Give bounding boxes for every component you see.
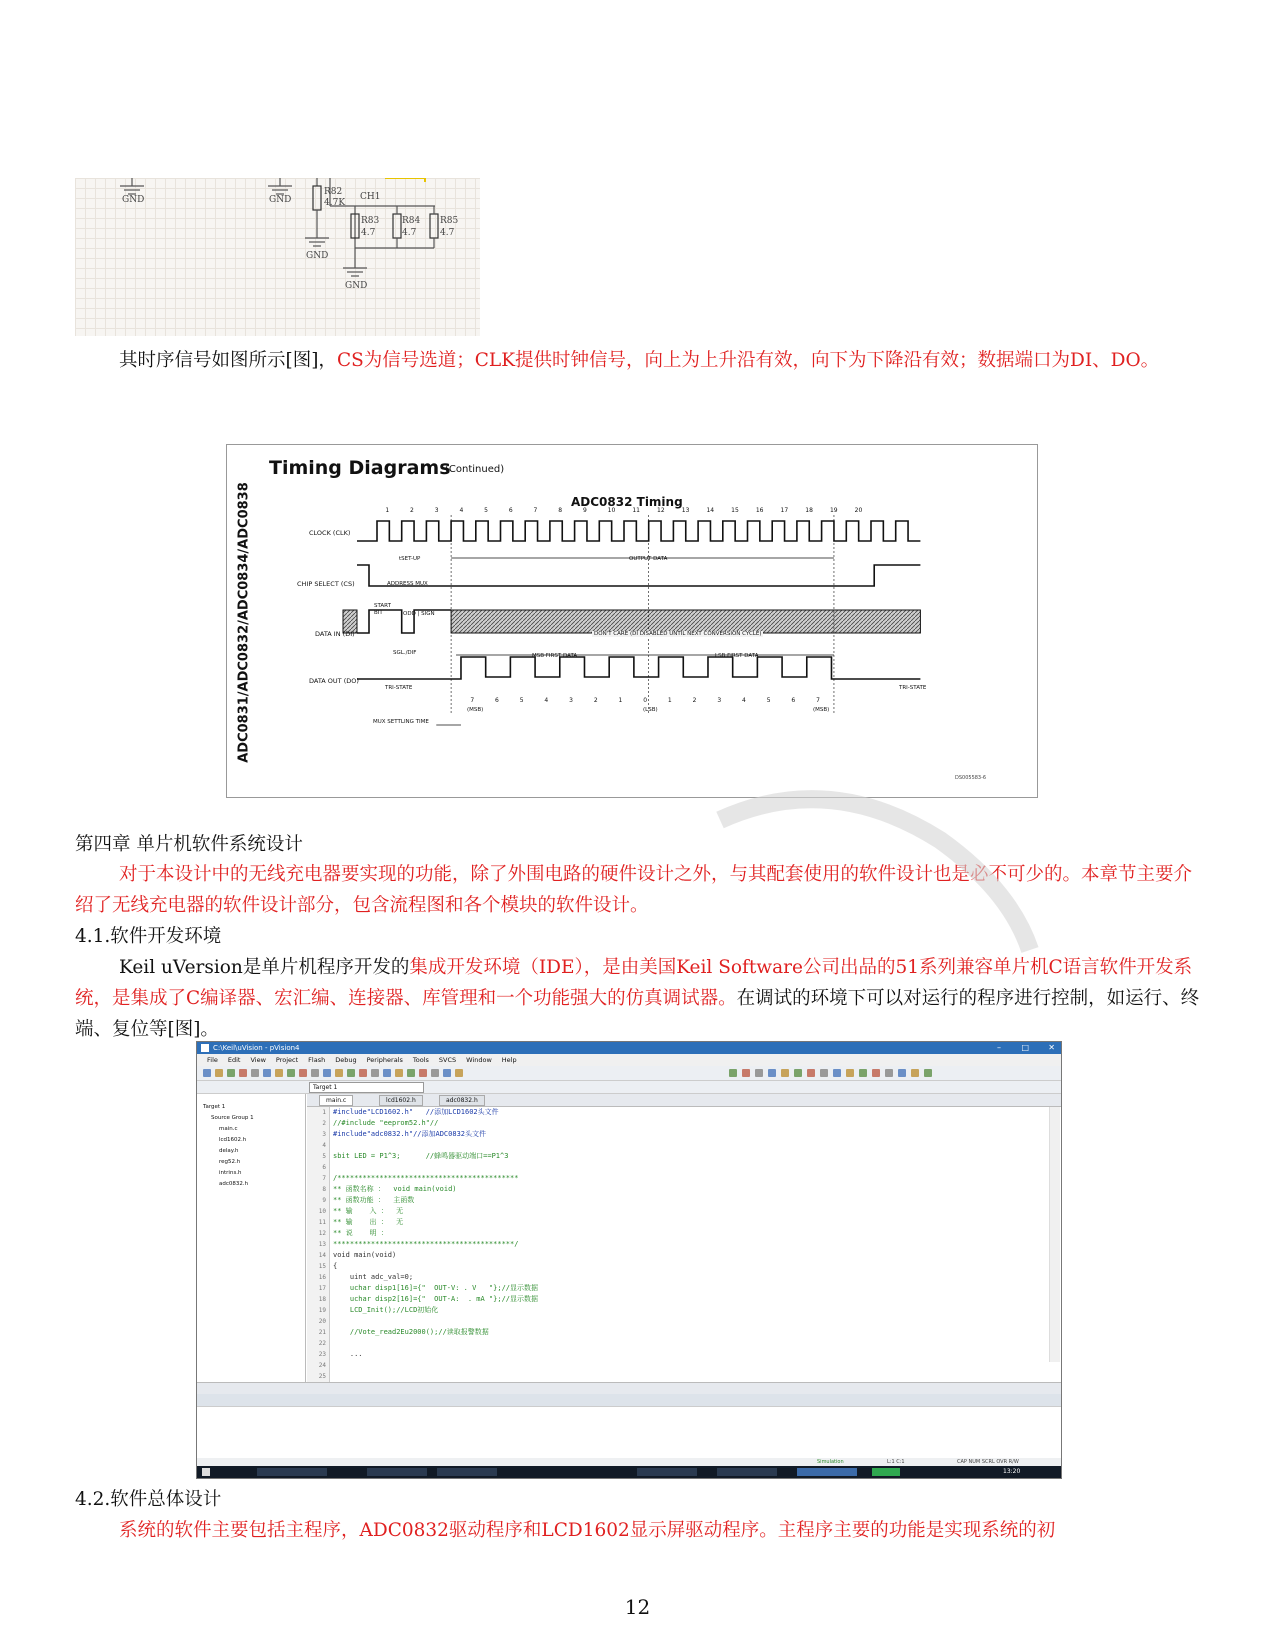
schematic-label: R85 [440,216,459,226]
start-bit-label: START BIT [374,603,391,616]
di-dont-care-region [451,610,920,633]
toolbar-button-icon[interactable] [215,1069,223,1077]
line-number: 15 [318,1263,326,1270]
toolbar-button-icon[interactable] [203,1069,211,1077]
clock-number: 8 [558,507,563,514]
line-number: 7 [322,1175,326,1182]
bit-number: 4 [544,697,549,704]
app-icon [201,1044,209,1052]
menu-item[interactable]: View [250,1056,266,1064]
toolbar-button-icon[interactable] [227,1069,235,1077]
target-select[interactable]: Target 1 [309,1082,424,1093]
maximize-icon[interactable]: □ [1021,1043,1029,1052]
clock-number: 15 [731,507,739,514]
toolbar-button-icon[interactable] [419,1069,427,1077]
bit-number: 5 [766,697,771,704]
bit-number: 2 [692,697,697,704]
signal-label-di: DATA IN (DI) [315,630,355,638]
timing-title: Timing Diagrams [269,457,451,479]
figure-code: DS005583-6 [955,775,987,781]
code-line: *******************************************/ [333,1240,519,1248]
keil-ide-screenshot [196,1041,1062,1479]
project-tree-item[interactable]: lcd1602.h [219,1137,247,1143]
toolbar-button-icon[interactable] [729,1069,737,1077]
toolbar-button-icon[interactable] [768,1069,776,1077]
schematic-label: CH1 [360,192,381,202]
clock-number: 20 [854,507,863,514]
toolbar-button-icon[interactable] [335,1069,343,1077]
lsb-first-label: LSB FIRST DATA [715,653,759,659]
bit-number: 2 [593,697,598,704]
project-panel [197,1094,306,1382]
toolbar-button-icon[interactable] [431,1069,439,1077]
code-line: uchar disp2[16]={" OUT-A: . mA "};//显示数据 [333,1295,539,1303]
bit-number: 6 [495,697,499,704]
project-tree-item[interactable]: adc0832.h [219,1181,249,1187]
code-line [333,1338,1053,1349]
clock-number: 12 [657,507,665,514]
code-line: #include"adc0832.h"//添加ADC0832头文件 [333,1130,487,1138]
output-data-label: OUTPUT DATA [629,556,668,562]
toolbar-button-icon[interactable] [407,1069,415,1077]
taskbar-item[interactable] [437,1468,497,1476]
toolbar-button-icon[interactable] [807,1069,815,1077]
line-number: 4 [322,1142,326,1149]
windows-taskbar [197,1466,1061,1478]
paragraph-highlight: CS为信号选道；CLK提供时钟信号，向上为上升沿有效，向下为下降沿有效；数据端口为DI、DO。 [336,350,1160,371]
tri-state-right-label: TRI-STATE [899,685,927,691]
bit-number: 6 [791,697,796,704]
code-line: { [333,1262,338,1270]
close-icon[interactable]: ✕ [1048,1043,1055,1052]
editor-tab-bar [307,1094,1061,1107]
line-number: 3 [322,1131,326,1138]
clock-number: 3 [434,507,439,514]
menu-item[interactable]: SVCS [438,1056,457,1064]
line-number: 14 [318,1252,326,1259]
clock-number: 7 [533,507,538,514]
timing-title-note: (Continued) [445,464,505,475]
chapter-heading: 第四章 单片机软件系统设计 [75,834,303,855]
paragraph-timing-intro [75,345,1205,376]
ide-title-bar [197,1042,1061,1054]
msb-marker-left: (MSB) [467,707,484,713]
line-number: 13 [318,1241,326,1248]
line-number: 23 [318,1351,326,1358]
schematic-label: 4.7K [324,198,346,208]
paragraph-keil [75,952,1205,1045]
line-number: 24 [318,1362,326,1369]
timing-side-label: ADC0831/ADC0832/ADC0834/ADC0838 [236,482,252,763]
toolbar-button-icon[interactable] [794,1069,802,1077]
toolbar-button-icon[interactable] [781,1069,789,1077]
code-line [333,1140,1053,1151]
build-output-header [197,1394,1061,1406]
toolbar-button-icon[interactable] [287,1069,295,1077]
toolbar-button-icon[interactable] [755,1069,763,1077]
toolbar-button-icon[interactable] [898,1069,906,1077]
status-text: L:1 C:1 [887,1459,905,1465]
toolbar-button-icon[interactable] [833,1069,841,1077]
line-number: 2 [322,1120,326,1127]
toolbar-button-icon[interactable] [275,1069,283,1077]
toolbar-button-icon[interactable] [911,1069,919,1077]
toolbar-button-icon[interactable] [924,1069,932,1077]
schematic-label: 4.7 [402,228,417,238]
toolbar-button-icon[interactable] [846,1069,854,1077]
ide-menu-bar [197,1054,1061,1066]
clock-number: 11 [632,507,640,514]
schematic-label: R83 [361,216,380,226]
toolbar-button-icon[interactable] [885,1069,893,1077]
toolbar-button-icon[interactable] [251,1069,259,1077]
code-line: #include"LCD1602.h" //添加LCD1602头文件 [333,1108,499,1116]
page-number: 12 [624,1595,651,1619]
dont-care-label: DON'T CARE (DI DISABLED UNTIL NEXT CONVERSION CYCLE) [594,631,762,637]
editor-tab[interactable]: adc0832.h [439,1095,485,1106]
schematic-label: GND [345,281,368,291]
toolbar-button-icon[interactable] [359,1069,367,1077]
code-line: sbit LED = P1^3; //蜂鸣器驱动端口==P1^3 [333,1152,509,1160]
toolbar-button-icon[interactable] [311,1069,319,1077]
clock-waveform [357,521,920,541]
paragraph-chapter-intro: 对于本设计中的无线充电器要实现的功能，除了外围电路的硬件设计之外，与其配套使用的软件设计也是必不可少的。本章节主要介绍了无线充电器的软件设计部分，包含流程图和各个模块的软件设计。 [75,864,1193,916]
address-mux-label: ADDRESS MUX [387,581,428,587]
clock-number: 19 [829,507,838,514]
signal-label-clk: CLOCK (CLK) [309,529,351,537]
bit-number: 5 [519,697,524,704]
toolbar-button-icon[interactable] [395,1069,403,1077]
menu-item[interactable]: File [207,1056,218,1064]
taskbar-item-active[interactable] [797,1468,857,1476]
schematic-label: 4.7 [440,228,455,238]
code-line [333,1316,1053,1327]
line-number: 9 [322,1197,326,1204]
toolbar-button-icon[interactable] [872,1069,880,1077]
toolbar-button-icon[interactable] [820,1069,828,1077]
code-line: ** 说 明 ： [333,1229,388,1237]
toolbar-button-icon[interactable] [323,1069,331,1077]
status-text: Simulation [817,1459,844,1465]
menu-item[interactable]: Tools [412,1056,429,1064]
code-line: ** 函数功能 ： 主函数 [333,1196,415,1204]
toolbar-button-icon[interactable] [742,1069,750,1077]
code-editor[interactable] [333,1107,1053,1382]
ide-build-toolbar [197,1081,1061,1094]
code-line: uchar disp1[16]={" OUT-V: . V "};//显示数据 [333,1284,539,1292]
taskbar-item[interactable] [717,1468,777,1476]
code-line [333,1162,1053,1173]
minimize-icon[interactable]: – [997,1043,1001,1052]
menu-item[interactable]: Debug [335,1056,357,1064]
schematic-label: R82 [324,187,343,197]
menu-item[interactable]: Flash [308,1056,326,1064]
toolbar-button-icon[interactable] [347,1069,355,1077]
code-line: ** 输 出 ： 无 [333,1218,404,1226]
tri-state-left-label: TRI-STATE [385,685,413,691]
clock-number: 9 [582,507,587,514]
bit-number: 3 [569,697,573,704]
code-line: LCD_Init();//LCD初始化 [333,1306,439,1314]
bit-number: 3 [717,697,722,704]
sgl-dif-label: SGL./DIF [393,650,417,656]
ide-window-title: C:\Keil\uVision - pVision4 [213,1044,300,1052]
line-number: 21 [318,1329,326,1336]
code-line: //#include "eeprom52.h"// [333,1119,439,1127]
section-heading-4-2: 4.2.软件总体设计 [75,1489,222,1510]
bit-number: 1 [667,697,672,704]
lsb-marker: (LSB) [643,707,658,713]
line-number: 20 [318,1318,326,1325]
schematic-label: R84 [402,216,421,226]
line-number: 17 [318,1285,326,1292]
timing-subtitle: ADC0832 Timing [571,495,683,509]
code-line: //Vote_read2Eu2000();//读取报警数据 [333,1328,489,1336]
clock-number: 4 [459,507,464,514]
line-number: 22 [318,1340,326,1347]
line-number: 12 [318,1230,326,1237]
clock-number: 5 [484,507,488,514]
schematic-label: GND [269,195,292,205]
signal-label-do: DATA OUT (DO) [309,677,359,685]
code-line: void main(void) [333,1251,397,1259]
paragraph-text: Keil uVersion是单片机程序开发的 [119,957,410,978]
line-number: 10 [318,1208,326,1215]
battery-icon [872,1468,900,1476]
clock-number: 1 [385,507,390,514]
menu-item[interactable]: Project [275,1056,299,1064]
schematic-label: 4.7 [361,228,376,238]
paragraph-text: 在调试的环境下可以对运行的程序进行控制，如运行、终端、复位等[图]。 [75,988,1200,1040]
code-line: ** 输 入 ： 无 [333,1207,404,1215]
cs-waveform [357,565,920,586]
odd-sign-label: ODD | SIGN [403,611,435,617]
clock-number: 18 [805,507,813,514]
toolbar-button-icon[interactable] [383,1069,391,1077]
project-tree-item[interactable]: Source Group 1 [211,1115,254,1121]
project-tree-item[interactable]: delay.h [219,1148,239,1154]
paragraph-software-overview: 系统的软件主要包括主程序，ADC0832驱动程序和LCD1602显示屏驱动程序。主程序主要的功能是实现系统的初 [119,1520,1056,1541]
code-line: ... [333,1350,363,1358]
bit-number: 0 [643,697,648,704]
line-number: 8 [322,1186,326,1193]
schematic-label: GND [306,251,329,261]
toolbar-button-icon[interactable] [859,1069,867,1077]
code-line: /******************************************* [333,1174,519,1182]
code-line: ** 函数名称 ： void main(void) [333,1185,457,1193]
msb-first-label: MSB FIRST DATA [532,653,578,659]
taskbar-item[interactable] [367,1468,427,1476]
section-heading-4-1: 4.1.软件开发环境 [75,926,222,947]
line-number: 1 [322,1109,326,1116]
toolbar-button-icon[interactable] [455,1069,463,1077]
bit-number: 4 [742,697,746,704]
line-number: 19 [318,1307,326,1314]
toolbar-button-icon[interactable] [263,1069,271,1077]
taskbar-clock: 13:20 [1003,1468,1021,1475]
line-number: 16 [318,1274,326,1281]
project-tree-item[interactable]: reg52.h [219,1159,241,1165]
toolbar-button-icon[interactable] [299,1069,307,1077]
clock-number: 16 [755,507,764,514]
line-number: 5 [322,1153,326,1160]
clock-number: 10 [607,507,616,514]
project-tree-item[interactable]: Target 1 [203,1104,226,1110]
schematic-label: GND [122,195,145,205]
bit-number: 1 [618,697,623,704]
project-tree-item[interactable]: main.c [219,1126,238,1132]
editor-tab[interactable]: main.c [319,1095,353,1106]
msb-marker-right: (MSB) [813,707,830,713]
line-number: 25 [318,1373,326,1380]
editor-scrollbar[interactable] [1049,1107,1060,1362]
menu-item[interactable]: Peripherals [366,1056,403,1064]
toolbar-button-icon[interactable] [239,1069,247,1077]
menu-item[interactable]: Edit [227,1056,241,1064]
editor-tab[interactable]: lcd1602.h [379,1095,423,1106]
clock-number: 17 [780,507,789,514]
bit-number: 7 [816,697,820,704]
clock-number: 13 [681,507,690,514]
status-text: CAP NUM SCRL OVR R/W [957,1459,1019,1465]
windows-start-icon[interactable] [202,1468,210,1476]
mux-settling-label: MUX SETTLING TIME [373,719,429,725]
do-waveform [357,657,920,679]
line-number-gutter [307,1107,330,1382]
line-number: 6 [322,1164,326,1171]
status-bar [197,1458,1061,1466]
project-tree-item[interactable]: intrins.h [219,1170,242,1176]
timing-diagram-figure [226,444,1038,798]
build-output-panel [197,1406,1061,1459]
taskbar-item[interactable] [637,1468,697,1476]
menu-item[interactable]: Help [501,1056,517,1064]
clock-number: 6 [508,507,513,514]
paragraph-text: 其时序信号如图所示[图]， [119,350,337,371]
taskbar-item[interactable] [257,1468,327,1476]
paragraph-highlight: 集成开发环境（IDE），是由美国Keil Software公司出品的51系列兼容单片机C语言软件开发系统，是集成了C编译器、宏汇编、连接器、库管理和一个功能强大的仿真调试器。 [75,957,1193,1009]
clock-number: 14 [706,507,715,514]
clock-number: 2 [410,507,414,514]
code-line: uint adc_val=0; [333,1273,414,1281]
line-number: 18 [318,1296,326,1303]
signal-label-cs: CHIP SELECT (CS) [297,580,355,588]
toolbar-button-icon[interactable] [443,1069,451,1077]
menu-item[interactable]: Window [466,1056,492,1064]
toolbar-button-icon[interactable] [371,1069,379,1077]
line-number: 11 [318,1219,326,1226]
ide-toolbar [197,1066,1061,1081]
schematic-figure [75,178,480,336]
tsetup-label: tSET-UP [399,556,421,562]
bit-number: 7 [470,697,475,704]
